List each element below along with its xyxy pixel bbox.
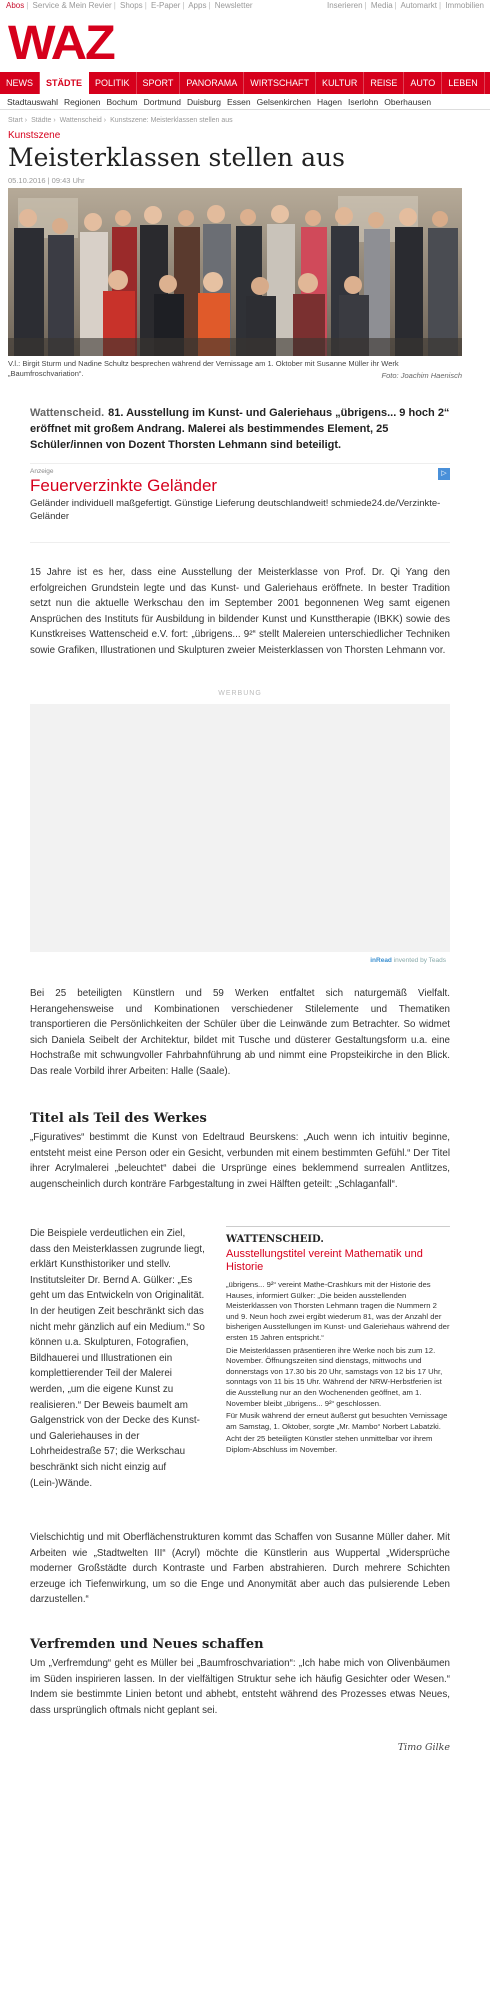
subnav-item-regionen[interactable]: Regionen (64, 97, 101, 107)
infobox-paragraph: Die Meisterklassen präsentieren ihre Werke noch bis zum 12. November. Öffnungszeiten sind dienstags, mittwochs und donnerstags von 17.30 bis 20 Uhr, samstags von 12 bis 17 Uhr, sonntags von 11 bis 15 Uhr. Während der NRW-Herbstferien ist die Ausstellung nur an den Wochenenden geöffnet, am 1. November bleibt „übrigens... 9²“ geschlossen. (226, 1345, 443, 1408)
city-subnav (0, 94, 490, 110)
subnav-item-gelsenkirchen[interactable]: Gelsenkirchen (256, 97, 311, 107)
ad-label: WERBUNG (218, 690, 262, 697)
lead-text: 81. Ausstellung im Kunst- und Galeriehaus „übrigens... 9 hoch 2“ eröffnet mit großem Andrang. Malerei als bestimmendes Element, 25 Schüler/innen von Dozent Thorsten Lehmann sind beteiligt. (30, 407, 450, 451)
text-ad[interactable] (30, 463, 450, 543)
subnav-item-stadtauswahl[interactable]: Stadtauswahl (7, 97, 59, 107)
narrow-column (30, 1226, 208, 1522)
top-utility-bar (0, 0, 490, 12)
subnav-item-dortmund[interactable]: Dortmund (143, 97, 181, 107)
paragraph-column: Die Beispiele verdeutlichen ein Ziel, dass den Meisterklassen zugrunde liegt, erklärt Kunsthistoriker und stellv. Institutsleiter Dr. Bernd A. Gülker: „Es geht um das Entwickeln von Originalität. In der heutigen Zeit beschränkt sich das nicht mehr gänzlich auf ein Medium.“ So können u.a. Skulpturen, Fotografien, Bildhauerei und Illustrationen ein komplettierender Teil der Malerei werden, „um die eigene Kunst zu realisieren.“ Der Beweis baumelt am Galgenstrick von der Decke des Kunst- und Galeriehauses in der Lohrheidestraße 57; die Werkschau beschränkt sich nicht einzig auf (Lein-)Wände. (30, 1228, 205, 1489)
nav-item-auto[interactable]: AUTO (404, 72, 442, 94)
service-link[interactable]: Service & Mein Revier (32, 1, 112, 10)
subnav-item-bochum[interactable]: Bochum (106, 97, 138, 107)
inserieren-link[interactable]: Inserieren (326, 1, 363, 10)
display-ad-slot[interactable] (30, 704, 450, 964)
infobox-title: Ausstellungstitel vereint Mathematik und Historie (226, 1248, 423, 1273)
subheading-1: Titel als Teil des Werkes (30, 1111, 207, 1126)
paragraph-1: 15 Jahre ist es her, dass eine Ausstellung der Meisterklasse von Prof. Dr. Qi Yang den erfolgreichen Grundstein legte und das Kunst- und Galeriehaus eröffnete. In bester Tradition setzt nun die aktuelle Werkschau den im September 2001 begonnenen Weg samt eigenen Ansprüchen des Instituts für Ausbildung in bildender Kunst und Kunsttherapie (IBKK) sowie des Kunstkreises Wattenscheid e.V. fort: „übrigens... 9²“ stellt Malereien unterschiedlicher Techniken sowie Grafiken, Illustrationen und Skulpturen zweier Meisterklassen von Thorsten Lehmann vor. (30, 567, 450, 656)
abos-link[interactable]: Abos (6, 1, 25, 10)
ad-body[interactable]: Geländer individuell maßgefertigt. Günstige Lieferung deutschlandweit! schmiede24.de/Verzinkte-Geländer (30, 498, 441, 522)
subheading-2: Verfremden und Neues schaffen (30, 1637, 264, 1652)
breadcrumb-start[interactable]: Start (8, 117, 23, 124)
infobox-paragraph: Für Musik während der erneut äußerst gut besuchten Vernissage am Samstag, 1. Oktober, sorgte „Mr. Mambo“ Norbert Labatzki. (226, 1411, 448, 1431)
inread-byline: invented by Teads (393, 957, 446, 964)
infobox (226, 1226, 450, 1522)
subnav-item-oberhausen[interactable]: Oberhausen (384, 97, 432, 107)
article-photo (8, 188, 462, 356)
nav-item-politik[interactable]: POLITIK (89, 72, 137, 94)
article-kicker: Kunstszene (8, 130, 61, 141)
breadcrumb-current: Kunstszene: Meisterklassen stellen aus (110, 117, 233, 124)
lead-place: Wattenscheid. (30, 407, 105, 419)
caption-text: V.l.: Birgit Sturm und Nadine Schultz besprechen während der Vernissage am 1. Oktober mit Susanne Müller ihr Werk „Baumfroschvariation“. (8, 359, 399, 378)
adchoices-icon[interactable]: ▷ (438, 468, 450, 480)
nav-item-wirtschaft[interactable]: WIRTSCHAFT (244, 72, 316, 94)
paragraph-5: Um „Verfremdung“ geht es Müller bei „Baumfroschvariation“: „Ich habe mich von Olivenbäumen im Süden inspirieren lassen. In der vielfältigen Struktur sehe ich häufig Gesichter oder Wesen.“ Indem sie bestimmte Linien betont und abhebt, entsteht während des Prozesses etwas Neues, dass ursprünglich oftmals nicht geplant sei. (30, 1658, 450, 1716)
nav-item-staedte[interactable]: STÄDTE (40, 72, 89, 94)
article-headline: Meisterklassen stellen aus (8, 143, 345, 172)
article-author: Timo Gilke (397, 1742, 450, 1753)
newsletter-link[interactable]: Newsletter (214, 1, 253, 10)
inread-branding[interactable] (370, 957, 446, 964)
two-column-section (30, 1226, 450, 1522)
ad-title[interactable]: Feuerverzinkte Geländer (30, 476, 218, 495)
breadcrumb: Start › Städte › Wattenscheid › Kunstszene: Meisterklassen stellen aus (8, 117, 233, 124)
article-date: 05.10.2016 | 09:43 Uhr (8, 176, 85, 185)
immobilien-link[interactable]: Immobilien (445, 1, 484, 10)
main-nav (0, 72, 490, 94)
infobox-place: WATTENSCHEID. (226, 1234, 324, 1245)
waz-logo[interactable]: WAZ (8, 17, 114, 70)
paragraph-2: Bei 25 beteiligten Künstlern und 59 Werken entfaltet sich naturgemäß Vielfalt. Herangehensweise und Kombinationen verschiedener Stilelemente und Thematiken transportieren die Persönlichkeiten der Schüler über die Leinwände zum Betrachter. So widmet sich Daniela Seibelt der Architektur, bildet mit Tusche und düsterer Gestaltungsform u.a. eine Hochstraße mit schwungvoller Fahrbahnführung ab und nimmt eine Propsteikirche in den Blick. Das reale Vorbild ihrer Arbeiten: Halle (Saale). (30, 988, 450, 1077)
subnav-item-essen[interactable]: Essen (226, 97, 251, 107)
article-body (30, 399, 450, 1753)
nav-item-panorama[interactable]: PANORAMA (180, 72, 244, 94)
automarkt-link[interactable]: Automarkt (400, 1, 437, 10)
breadcrumb-staedte[interactable]: Städte (31, 117, 52, 124)
nav-item-news[interactable]: NEWS (0, 72, 40, 94)
nav-item-leben[interactable]: LEBEN (442, 72, 485, 94)
paragraph-4: Vielschichtig und mit Oberflächenstrukturen kommt das Schaffen von Susanne Müller daher. Mit Arbeiten wie „Stadtwelten III“ (Acryl) möchte die Künstlerin aus Wuppertal „Widersprüche moderner Großstädte durch Kontraste und Farben abstrahieren. Durch mehrere Schichten erzeuge ich Tiefenwirkung, um so die Enge und Anonymität aber auch das pulsierende Leben darzustellen.“ (30, 1532, 450, 1606)
subnav-item-iserlohn[interactable]: Iserlohn (348, 97, 379, 107)
nav-item-kultur[interactable]: KULTUR (316, 72, 364, 94)
photo-caption (8, 359, 462, 385)
article-lead (30, 399, 450, 463)
epaper-link[interactable]: E-Paper (151, 1, 181, 10)
utility-links: Abos | Service & Mein Revier | Shops | E-Paper | Apps | Newsletter (6, 1, 253, 10)
logo-row (0, 12, 490, 72)
subnav-item-duisburg[interactable]: Duisburg (186, 97, 221, 107)
infobox-paragraph: „übrigens... 9²“ vereint Mathe-Crashkurs mit der Historie des Hauses, informiert Gülker: „Die beiden ausstellenden Meisterklassen von Thorsten Lehmann tragen die Nummern 2 und 9. Neun hoch zwei ergibt wiederum 81, was der Anzahl der bisherigen Ausstellungen im Kunst- und Galeriehaus während der ersten 15 Jahren entspricht.“ (226, 1280, 450, 1342)
group-photo-image (8, 188, 462, 356)
nav-item-reise[interactable]: REISE (364, 72, 404, 94)
nav-item-sport[interactable]: SPORT (137, 72, 181, 94)
apps-link[interactable]: Apps (188, 1, 207, 10)
shops-link[interactable]: Shops (120, 1, 143, 10)
infobox-paragraph: Acht der 25 beteiligten Künstler stehen unmittelbar vor ihrem Diplom-Abschluss im November. (226, 1434, 433, 1454)
inread-brand: inRead (370, 957, 392, 964)
subnav-item-hagen[interactable]: Hagen (316, 97, 343, 107)
utility-links-right: Inserieren | Media | Automarkt | Immobilien (326, 1, 484, 10)
breadcrumb-wattenscheid[interactable]: Wattenscheid (59, 117, 102, 124)
photo-credit: Foto: Joachim Haenisch (381, 371, 462, 380)
paragraph-3: „Figuratives“ bestimmt die Kunst von Edeltraud Beurskens: „Auch wenn ich intuitiv beginne, entsteht meist eine Person oder ein Gesicht, verbunden mit einem bestimmten Gefühl.“ Der Titel ihrer Acrylmalerei „beleuchtet“ dabei die Ursprünge eines beklemmend surrealen Antlitzes, augenscheinlich durch konträre Farbgestaltung in zwei Hälften geteilt: „Schlaganfall“. (30, 1132, 450, 1190)
ad-tag: Anzeige (30, 468, 54, 475)
media-link[interactable]: Media (370, 1, 393, 10)
